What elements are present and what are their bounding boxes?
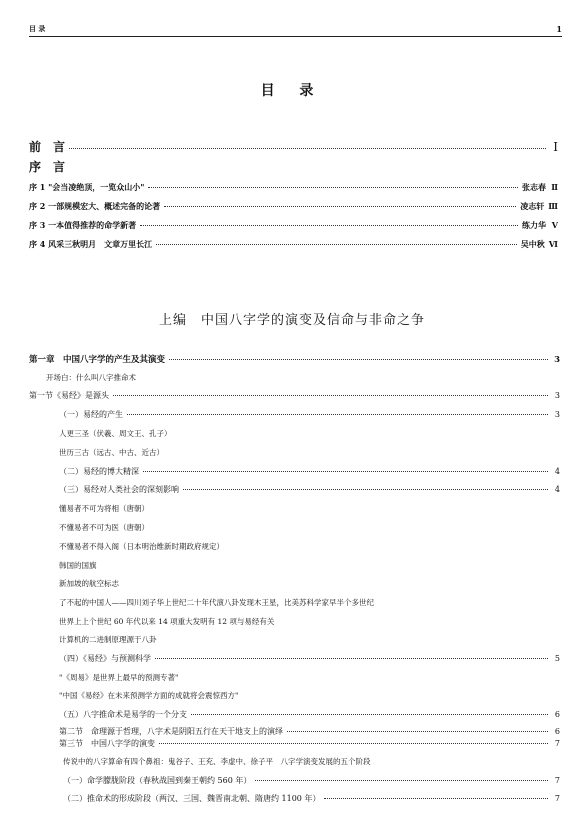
toc-entry-text: 传说中的八字算命有四个鼻祖：鬼谷子、王充、李虚中、徐子平 八字学演变发展的五个阶段 [63,757,371,766]
toc-foreword-4[interactable] [29,239,558,250]
toc-entry-text: 开场白：什么叫八字推命术 [46,373,136,382]
toc-entry-label: （四）《易经》与预测科学 [59,654,151,663]
toc-preface-page: Ⅰ [553,140,558,154]
leader-dots [287,731,548,732]
toc-foreword-page: Ⅴ [551,220,558,230]
toc-entry-page: 6 [554,710,560,719]
toc-entry-text: 懂易者不可为将相（唐朝） [59,504,149,513]
leader-dots [159,743,548,744]
page-title: 目 录 [260,83,324,99]
toc-entry-text: 世历三古（远古、中古、近古） [59,448,164,457]
leader-dots [183,489,548,490]
toc-preface[interactable] [29,138,558,155]
toc-foreword-author: 吴中秋 [520,239,545,249]
toc-entry-label: （五）八字推命术是易学的一个分支 [59,710,187,719]
leader-dots [143,471,548,472]
toc-entry-text: 了不起的中国人——四川刘子华上世纪二十年代演八卦发现木王星，比美苏科学家早半个多世纪 [59,598,374,607]
toc-entry[interactable] [59,466,560,477]
toc-entry-text: 不懂易者不可为医（唐朝） [59,523,149,532]
leader-dots [155,658,548,659]
toc-entry-page: 3 [554,391,560,400]
toc-preface-label: 前 言 [29,140,66,154]
toc-entry-chapter[interactable] [29,353,560,365]
toc-entry-text: "《周易》是世界上最早的预测专著" [59,673,179,682]
leader-dots [191,714,548,715]
toc-entry-page: 3 [554,410,560,419]
toc-foreword-label: 序 4 风采三秋明月 文章万里长江 [29,239,153,249]
toc-entry-label: （二）易经的博大精深 [59,467,139,476]
toc-foreword-1[interactable] [29,182,558,193]
leader-dots [127,414,548,415]
toc-foreword-author: 凌志轩 [520,201,545,211]
toc-foreword-label: 序 2 一部规模宏大、概述完备的论著 [29,201,161,211]
toc-foreword-page: Ⅲ [548,201,558,211]
toc-entry-label: （二）推命术的形成阶段（两汉、三国、魏晋南北朝、隋唐约 1100 年） [63,794,321,803]
toc-entry[interactable] [59,409,560,420]
toc-entry[interactable] [63,793,560,804]
toc-entry-page: 3 [554,355,560,365]
leader-dots [324,798,548,799]
toc-foreword-3[interactable] [29,220,558,231]
running-header [29,24,562,38]
header-page-number: 1 [556,24,562,34]
toc-entry-text: 韩国的国旗 [59,561,97,570]
toc-entry-text: 新加坡的航空标志 [59,579,119,588]
toc-entry-page: 4 [554,467,560,476]
toc-entry-label: （一）易经的产生 [59,410,123,419]
leader-dots [156,244,517,245]
toc-entry[interactable] [59,484,560,495]
toc-entry[interactable] [59,738,560,749]
header-rule [29,36,562,37]
toc-foreword-author: 张志春 [522,182,546,192]
toc-entry[interactable] [59,726,560,737]
toc-entry-label: （三）易经对人类社会的深刻影响 [59,485,179,494]
toc-entry-page: 5 [554,654,560,663]
toc-foreword-page: Ⅵ [548,239,558,249]
toc-entry-label: 第三节 中国八字学的演变 [59,739,155,748]
toc-entry[interactable] [59,709,560,720]
leader-dots [164,206,516,207]
toc-entry-page: 6 [554,727,560,736]
toc-entry-text: "中国《易经》在未来预测学方面的成就将会震惊西方" [59,691,239,700]
toc-entry[interactable] [29,390,560,401]
toc-entry-page: 7 [554,794,560,803]
toc-foreword-label: 序 3 一本值得推荐的命学新著 [29,220,137,230]
toc-entry-label: 第一章 中国八字学的产生及其演变 [29,355,166,365]
toc-entry[interactable] [59,653,560,664]
leader-dots [148,187,518,188]
leader-dots [69,148,546,149]
toc-entry-page: 7 [554,776,560,785]
toc-entry-page: 4 [554,485,560,494]
toc-foreword-page: Ⅱ [551,182,558,192]
toc-foreword-2[interactable] [29,201,558,212]
leader-dots [169,359,548,360]
toc-entry-text: 不懂易者不得入阁（日本明治维新时期政府规定） [59,542,224,551]
toc-entry-text: 世界上上个世纪 60 年代以来 14 项重大发明有 12 项与易经有关 [59,617,275,626]
toc-entry[interactable] [63,775,560,786]
header-section-label: 目 录 [29,24,46,33]
toc-entry-page: 7 [554,739,560,748]
toc-entry-text: 人更三圣（伏羲、周文王、孔子） [59,429,172,438]
toc-foreword-label: 序 1 "会当凌绝顶，一览众山小" [29,182,145,192]
toc-foreword-heading: 序 言 [29,160,66,174]
leader-dots [113,395,548,396]
part-title: 上编 中国八字学的演变及信命与非命之争 [158,313,425,328]
leader-dots [255,780,548,781]
toc-entry-text: 计算机的二进制原理源于八卦 [59,635,157,644]
toc-entry-label: （一）命学朦胧阶段（春秋战国到秦王朝约 560 年） [63,776,252,785]
toc-foreword-author: 练力华 [522,220,546,230]
toc-entry-label: 第一节《易经》是源头 [29,391,109,400]
toc-entry-label: 第二节 命理源于哲理，八字术是阴阳五行在天干地支上的演绎 [59,727,283,736]
leader-dots [140,225,518,226]
